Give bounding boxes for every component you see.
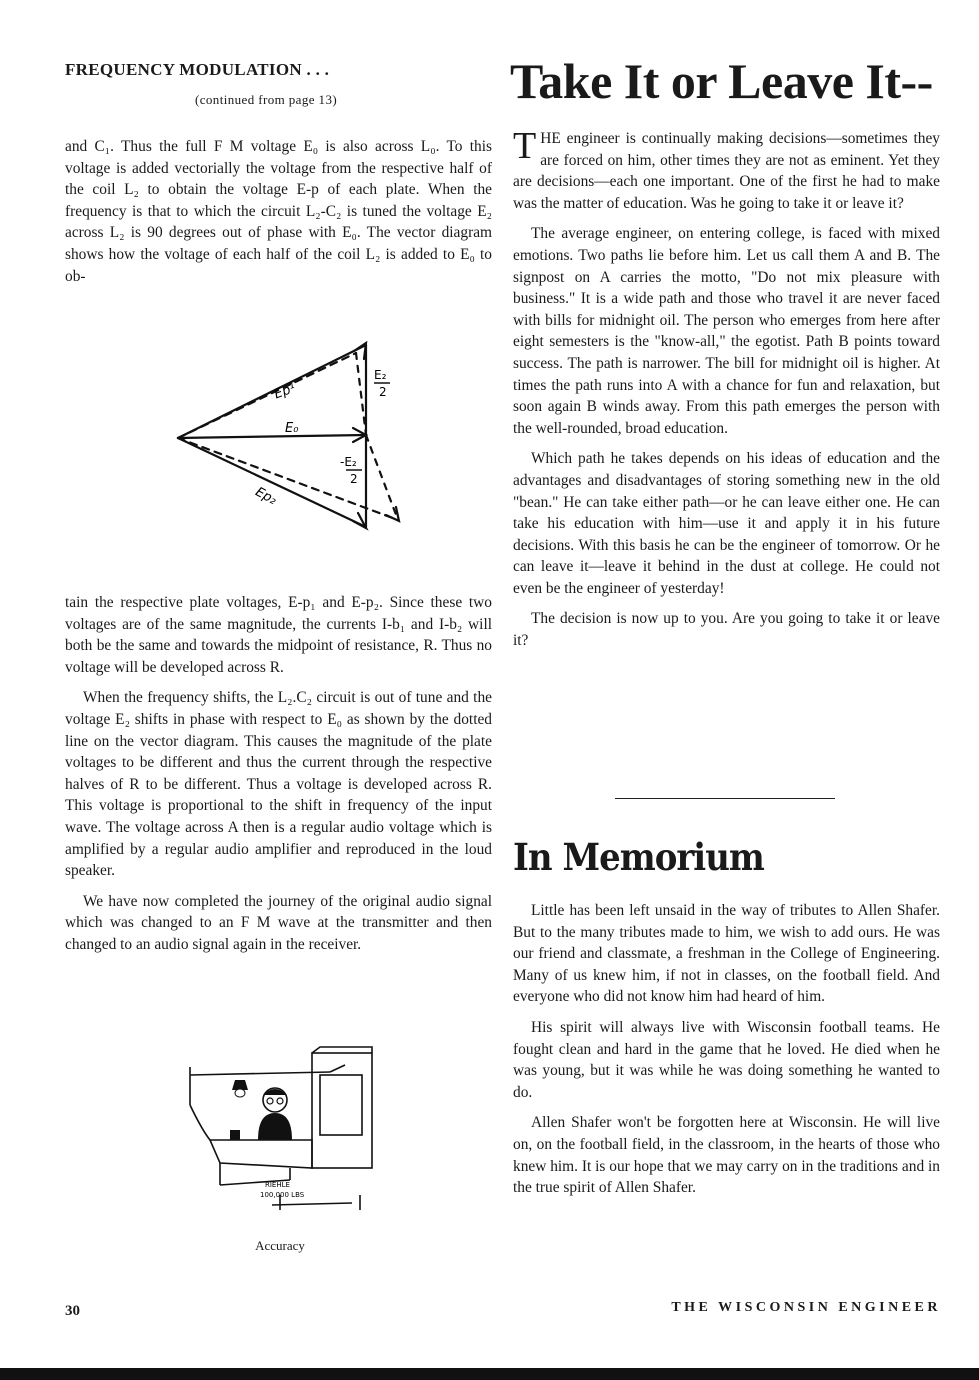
cartoon-caption: Accuracy — [255, 1238, 305, 1253]
article-heading-frequency-modulation: FREQUENCY MODULATION . . . — [65, 60, 330, 79]
accuracy-cartoon — [180, 1045, 380, 1225]
arrowhead-dashed — [386, 507, 399, 521]
publication-name: THE WISCONSIN ENGINEER — [671, 1300, 941, 1315]
vector-eo — [178, 435, 366, 438]
label-e2-numerator: E₂ — [374, 368, 387, 382]
fm-continuation — [65, 592, 492, 956]
vector-diagram — [170, 335, 410, 535]
take-it-paragraph-3: Which path he takes depends on his ideas of education and the advantages and disadvantages of storing something new in the old "bean." He can take either path—or he can leave either one. He can take his education with him—use it and apply it in his future decisions. With this basis he can be the engineer of tomorrow. Or he can leave it—leave it behind in the dust at college. He could not even be the engineer of yesterday! — [513, 450, 940, 597]
scan-edge — [0, 1368, 979, 1380]
page-number: 30 — [65, 1303, 80, 1319]
arrowhead-bottom — [353, 513, 366, 528]
vector-shift-dashed-up — [356, 353, 366, 435]
label-e2-denominator: 2 — [379, 385, 387, 399]
vector-ep1-dashed — [178, 353, 356, 438]
scale-brand: RIEHLE — [265, 1181, 290, 1189]
take-it-paragraph-1-text: HE engineer is continually making decisions—sometimes they are forced on him, other times they are not as eminent. Yet they are decisions—each one important. One of the first he had to make was the matter of education. Was he going to take it or leave it? — [513, 130, 940, 212]
label-eo: E₀ — [285, 421, 299, 436]
fm-paragraph-bottom: tain the respective plate voltages, E-p₁ and E-p₂. Since these two voltages are of the same magnitude, the currents I-b₁ and I-b₂ will both be the same and towards the midpoint of resistance, R. Thus no voltage will be developed across R. — [65, 594, 492, 676]
label-ep1: Ep¹ — [272, 380, 298, 403]
lamp-bulb — [235, 1089, 245, 1097]
fm-paragraph-2: When the frequency shifts, the L₂.C₂ circuit is out of tune and the voltage E₂ shifts in phase with respect to E₀ as shown by the dotted line on the vector diagram. This causes the magnitude of the plate voltages to be different and thus the current through the respective halves of R to be different. Thus a voltage is developed across R. This voltage is proportional to the shift in frequency of the input wave. The voltage across A then is a regular audio voltage which is amplified by a regular audio amplifier and reproduced in the loud speaker. — [65, 689, 492, 880]
take-it-body — [513, 125, 940, 652]
memorium-body — [513, 900, 940, 1199]
scale-capacity: 100,000 LBS — [260, 1191, 305, 1199]
vector-shift-dashed-down — [366, 435, 398, 520]
memorium-title: In Memorium — [513, 836, 764, 880]
take-it-paragraph-4: The decision is now up to you. Are you going to take it or leave it? — [513, 610, 940, 650]
continued-note: (continued from page 13) — [195, 92, 338, 107]
vector-ep2-solid — [178, 438, 366, 527]
fm-paragraph-3: We have now completed the journey of the original audio signal which was changed to an F M wave at the transmitter and then changed to an audio signal again in the receiver. — [65, 892, 492, 953]
label-neg-e2-numerator: -E₂ — [340, 455, 357, 469]
article-title-take-it: Take It or Leave It-- — [510, 53, 933, 109]
label-neg-e2-denominator: 2 — [350, 472, 358, 486]
take-it-paragraph-1 — [513, 125, 940, 214]
take-it-paragraph-2: The average engineer, on entering college, is faced with mixed emotions. Two paths lie before him. Let us call them A and B. The signpost on A carries the motto, "Do not mix pleasure with business." It is a wide path and those who travel it are never faced with bills for midnight oil. The person who emerges from here after eight semesters is the "know-all," the egotist. Path B points toward success. The path is narrower. The bill for midnight oil is higher. At times the path runs into A with a chance for fun and relaxation, but soon again B winds away. From this path emerges the person with the well-rounded, broad education. — [513, 225, 940, 437]
man-hair — [263, 1089, 287, 1095]
fm-paragraph-top: and C₁. Thus the full F M voltage E₀ is also across L₀. To this voltage is added vectorially the voltage from the respective half of the coil L₂ to obtain the voltage E-p of each plate. When the frequency is that to which the circuit L₂-C₂ is tuned the voltage E₂ across L₂ is 90 degrees out of phase with E₀. The vector diagram shows how the voltage of each half of the coil L₂ is added to E₀ to ob- — [65, 138, 492, 285]
memorium-paragraph-1: Little has been left unsaid in the way of tributes to Allen Shafer. But to the many tributes made to him, we wish to add ours. He was our friend and classmate, a freshman in the College of Engineering. Many of us knew him, if not in classes, on the football field. And everyone who did not know him had heard of him. — [513, 902, 940, 1006]
man-body — [258, 1113, 292, 1140]
counter-weight — [230, 1130, 240, 1140]
label-ep2: Ep₂ — [252, 484, 279, 509]
section-divider — [615, 798, 835, 799]
memorium-paragraph-3: Allen Shafer won't be forgotten here at Wisconsin. He will live on, on the football field, in the classroom, in the hearts of those who knew him. It is our hope that we may carry on in the traditions and in the true spirit of Allen Shafer. — [513, 1114, 940, 1197]
memorium-paragraph-2: His spirit will always live with Wisconsin football teams. He fought clean and hard in the game that he loved. He died when he was young, but it was while he was doing something he wanted to do. — [513, 1018, 940, 1101]
drop-cap: T — [513, 125, 537, 167]
